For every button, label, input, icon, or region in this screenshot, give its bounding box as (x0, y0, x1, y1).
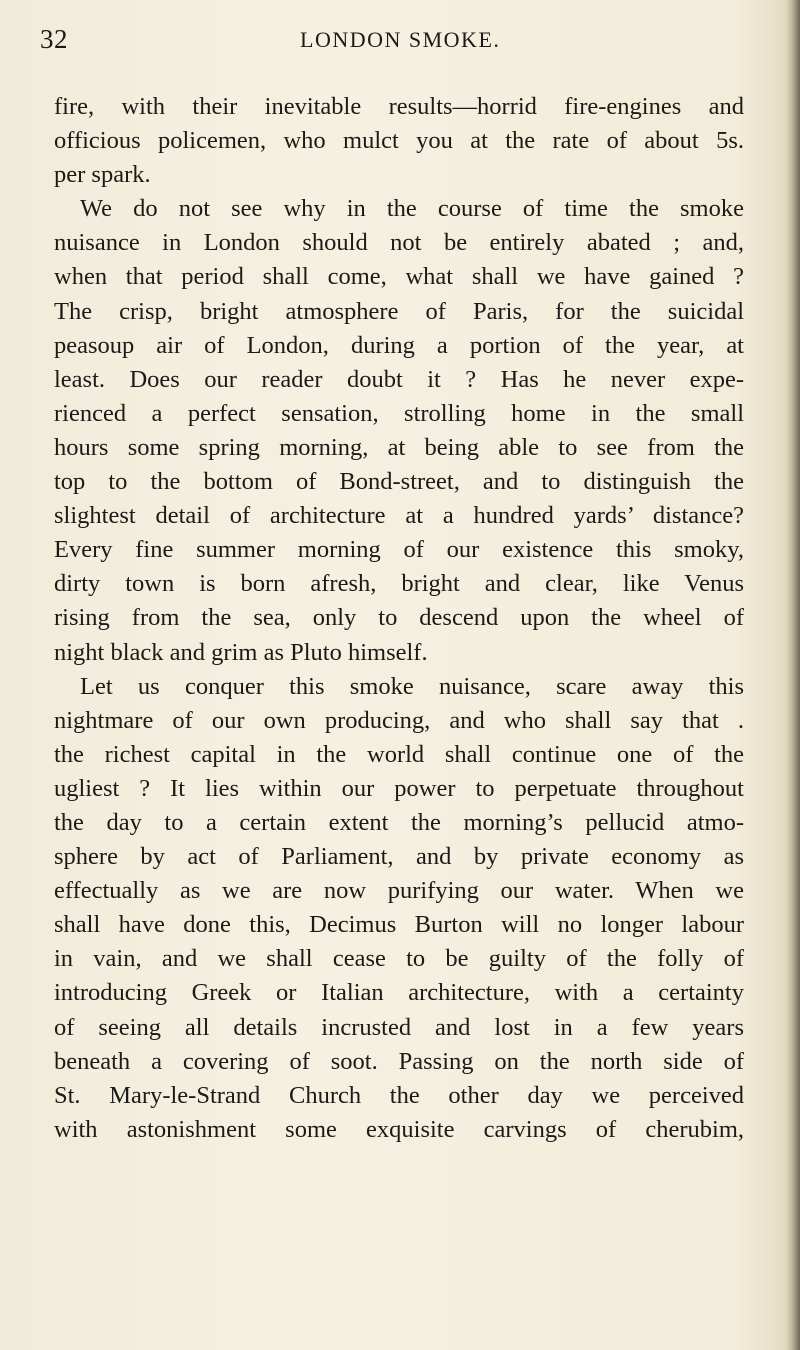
text-line: fire, with their inevitable results—horrid fire-engines and (54, 93, 744, 120)
page-number: 32 (40, 24, 68, 54)
text-line: in vain, and we shall cease to be guilty of the folly of (54, 945, 744, 973)
text-line: per spark. (54, 161, 151, 189)
text-line: dirty town is born afresh, bright and clear, like Venus (54, 570, 744, 598)
text-line: the richest capital in the world shall continue one of the (54, 740, 744, 768)
text-line: peasoup air of London, during a portion of the year, at (54, 331, 744, 359)
text-line: with astonishment some exquisite carvings of cherubim, (54, 1115, 744, 1143)
text-line: St. Mary-le-Strand Church the other day we perceived (54, 1081, 744, 1109)
text-line: hours some spring morning, at being able to see from the (54, 433, 744, 461)
text-line: the day to a certain extent the morning’s pellucid atmo- (54, 808, 744, 836)
text-line: introducing Greek or Italian architecture, with a certainty (54, 979, 744, 1007)
text-line: nightmare of our own producing, and who shall say that . (54, 706, 744, 734)
text-line: rising from the sea, only to descend upon the wheel of (54, 604, 744, 632)
body-text (54, 90, 744, 1147)
text-line: rienced a perfect sensation, strolling home in the small (54, 399, 744, 427)
running-title: LONDON SMOKE. (300, 27, 501, 52)
text-line: top to the bottom of Bond-street, and to distinguish the (54, 468, 744, 496)
text-line: shall have done this, Decimus Burton will no longer labour (54, 911, 744, 939)
text-line: when that period shall come, what shall we have gained ? (54, 263, 744, 291)
text-line: night black and grim as Pluto himself. (54, 638, 428, 666)
text-line: sphere by act of Parliament, and by private economy as (54, 843, 744, 871)
text-line: The crisp, bright atmosphere of Paris, for the suicidal (54, 297, 744, 325)
text-line: beneath a covering of soot. Passing on the north side of (54, 1047, 744, 1075)
text-line: officious policemen, who mulct you at the rate of about 5s. (54, 127, 744, 155)
page-header (0, 24, 800, 64)
text-line: We do not see why in the course of time the smoke (80, 195, 744, 223)
text-line: Let us conquer this smoke nuisance, scare away this (80, 672, 744, 700)
text-line: slightest detail of architecture at a hundred yards’ distance? (54, 502, 744, 530)
page-binding-shadow (786, 0, 800, 1350)
text-line: nuisance in London should not be entirely abated ; and, (54, 229, 744, 257)
text-line: effectually as we are now purifying our water. When we (54, 877, 744, 905)
text-line: Every fine summer morning of our existence this smoky, (54, 536, 744, 564)
text-line: of seeing all details incrusted and lost in a few years (54, 1013, 744, 1041)
text-line: least. Does our reader doubt it ? Has he never expe- (54, 365, 744, 393)
text-line: ugliest ? It lies within our power to perpetuate throughout (54, 774, 744, 802)
